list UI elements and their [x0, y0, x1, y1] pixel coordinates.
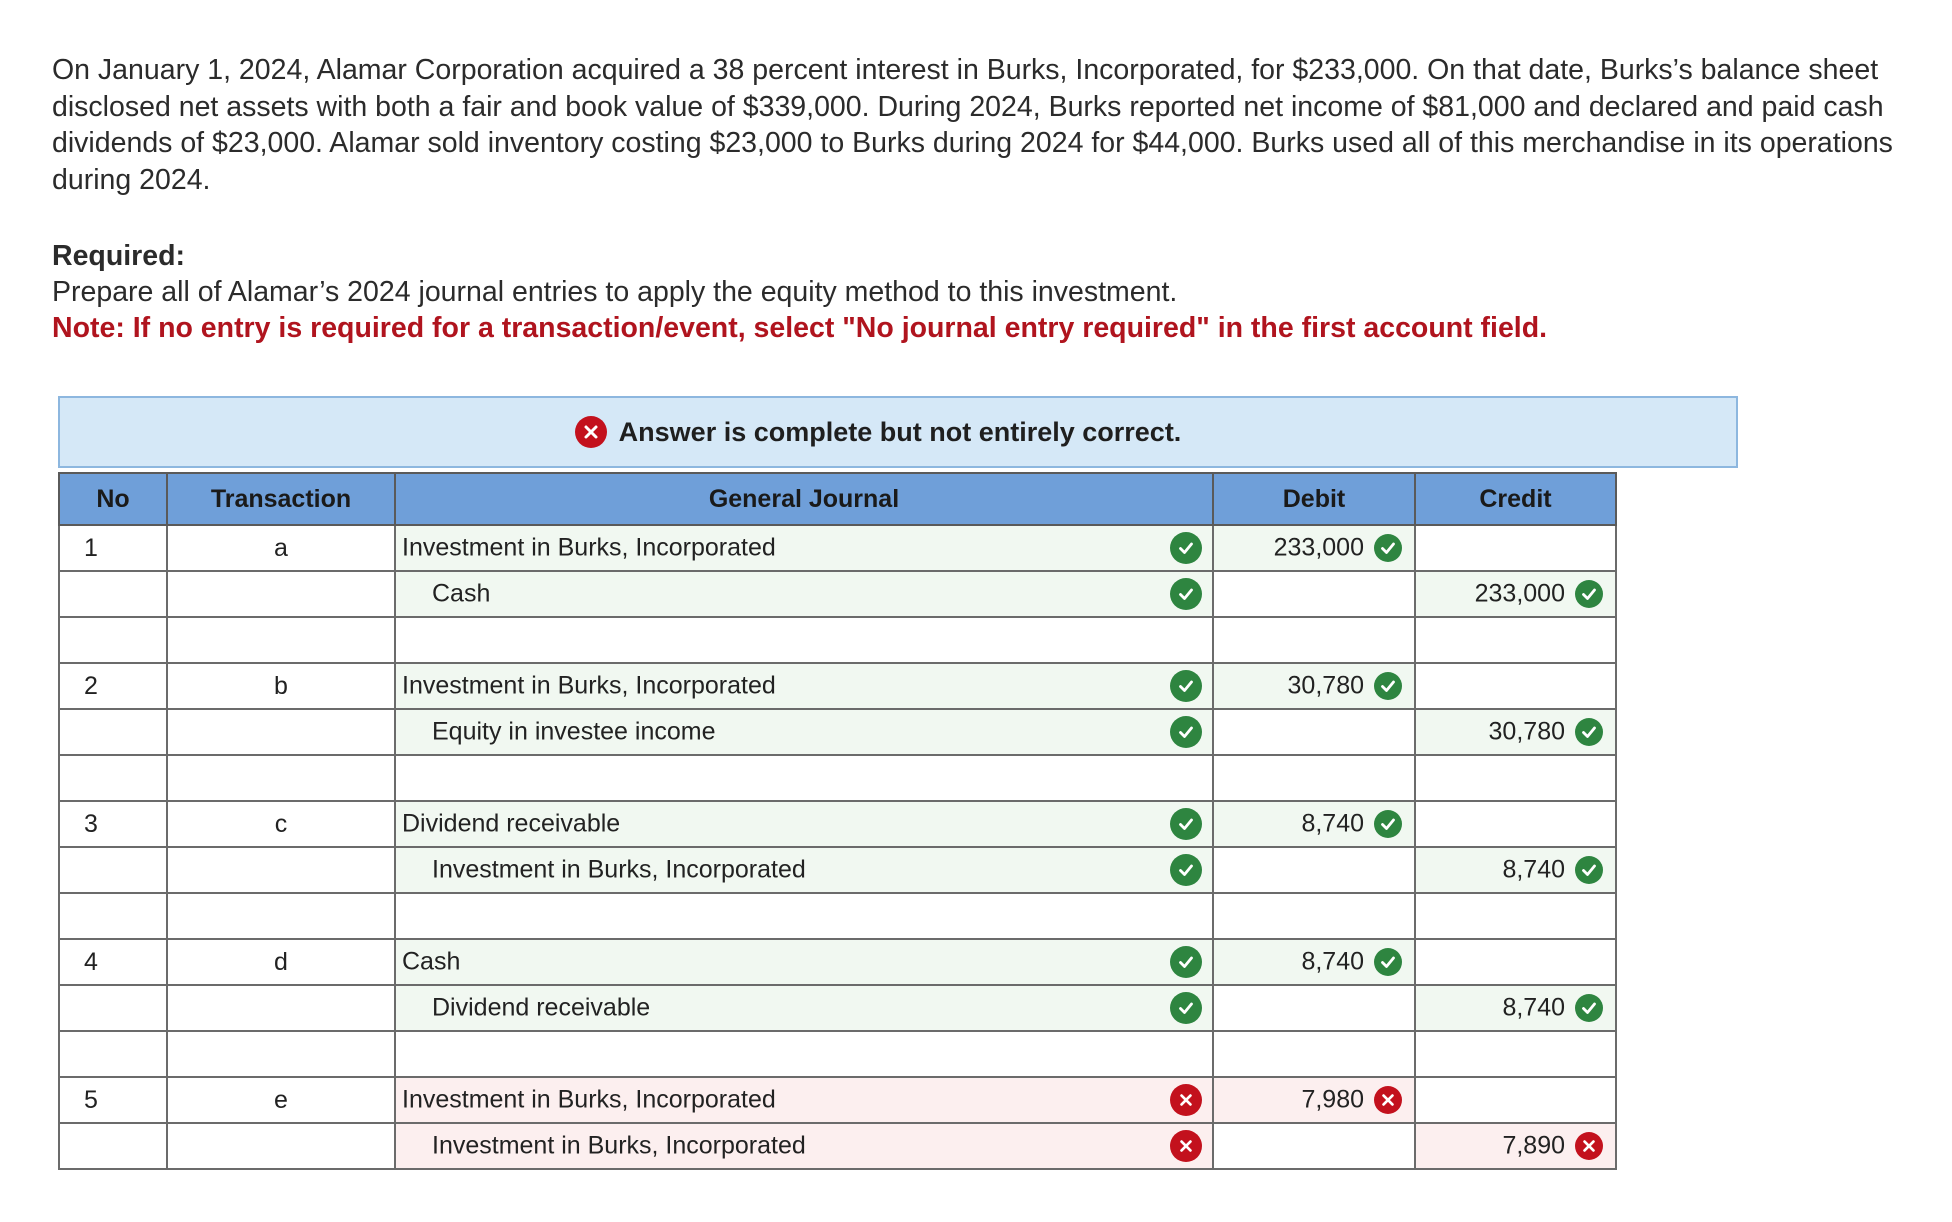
x-icon	[1374, 1086, 1402, 1114]
credit-account-field[interactable]	[395, 1123, 1213, 1169]
debit-amount-empty[interactable]	[1213, 985, 1415, 1031]
journal-blank-row	[59, 1031, 1616, 1077]
credit-account-label: Equity in investee income	[432, 717, 716, 746]
blank-debit-field[interactable]	[1213, 617, 1415, 663]
blank-credit-field[interactable]	[1415, 755, 1616, 801]
entry-number-empty	[59, 985, 167, 1031]
check-icon	[1170, 992, 1202, 1024]
check-icon	[1575, 856, 1603, 884]
journal-credit-row	[59, 1123, 1616, 1169]
credit-amount-field[interactable]	[1415, 709, 1616, 755]
journal-blank-row	[59, 617, 1616, 663]
credit-amount-field[interactable]	[1415, 847, 1616, 893]
check-icon	[1575, 994, 1603, 1022]
x-icon	[575, 416, 607, 448]
check-icon	[1374, 948, 1402, 976]
entry-number: 5	[59, 1077, 167, 1123]
credit-account-field[interactable]	[395, 985, 1213, 1031]
required-note: Note: If no entry is required for a transaction/event, select "No journal entry required" in the first account field.	[52, 312, 1548, 344]
blank-debit-field[interactable]	[1213, 755, 1415, 801]
debit-amount-field[interactable]	[1213, 663, 1415, 709]
transaction-letter: c	[167, 801, 395, 847]
credit-account-label: Investment in Burks, Incorporated	[432, 855, 806, 884]
header-debit: Debit	[1213, 473, 1415, 525]
x-icon	[1170, 1130, 1202, 1162]
transaction-empty	[167, 709, 395, 755]
debit-account-label: Investment in Burks, Incorporated	[402, 1085, 776, 1114]
check-icon	[1170, 946, 1202, 978]
journal-credit-row	[59, 571, 1616, 617]
journal-header-row	[59, 473, 1616, 525]
header-credit: Credit	[1415, 473, 1616, 525]
transaction-empty	[167, 571, 395, 617]
journal-blank-row	[59, 893, 1616, 939]
credit-account-field[interactable]	[395, 571, 1213, 617]
debit-amount: 8,740	[1301, 947, 1364, 976]
entry-number-empty	[59, 571, 167, 617]
result-banner-text: Answer is complete but not entirely correct.	[618, 416, 1182, 447]
blank-account-field[interactable]	[395, 1031, 1213, 1077]
debit-account-field[interactable]	[395, 939, 1213, 985]
entry-number-empty	[59, 847, 167, 893]
debit-amount-empty[interactable]	[1213, 847, 1415, 893]
debit-account-label: Dividend receivable	[402, 809, 621, 838]
required-instructions: Prepare all of Alamar’s 2024 journal entries to apply the equity method to this investment.	[52, 276, 1178, 308]
credit-amount: 7,890	[1502, 1131, 1565, 1160]
credit-amount-empty[interactable]	[1415, 525, 1616, 571]
x-icon	[1575, 1132, 1603, 1160]
debit-amount: 8,740	[1301, 809, 1364, 838]
blank-cell	[167, 617, 395, 663]
required-heading: Required:	[52, 240, 186, 272]
debit-account-field[interactable]	[395, 801, 1213, 847]
blank-debit-field[interactable]	[1213, 893, 1415, 939]
debit-amount-empty[interactable]	[1213, 571, 1415, 617]
entry-number: 3	[59, 801, 167, 847]
check-icon	[1575, 718, 1603, 746]
debit-amount-field[interactable]	[1213, 525, 1415, 571]
debit-account-label: Cash	[402, 947, 461, 976]
header-no: No	[59, 473, 167, 525]
blank-credit-field[interactable]	[1415, 617, 1616, 663]
check-icon	[1374, 534, 1402, 562]
transaction-empty	[167, 847, 395, 893]
credit-amount-empty[interactable]	[1415, 939, 1616, 985]
check-icon	[1170, 670, 1202, 702]
blank-account-field[interactable]	[395, 617, 1213, 663]
transaction-empty	[167, 1123, 395, 1169]
check-icon	[1170, 578, 1202, 610]
check-icon	[1170, 532, 1202, 564]
blank-debit-field[interactable]	[1213, 1031, 1415, 1077]
journal-credit-row	[59, 985, 1616, 1031]
debit-amount: 30,780	[1287, 671, 1364, 700]
credit-amount: 233,000	[1474, 579, 1565, 608]
journal-debit-row	[59, 939, 1616, 985]
journal-table	[58, 472, 1617, 1170]
blank-account-field[interactable]	[395, 755, 1213, 801]
credit-amount-empty[interactable]	[1415, 801, 1616, 847]
check-icon	[1170, 808, 1202, 840]
credit-account-field[interactable]	[395, 847, 1213, 893]
x-icon	[1170, 1084, 1202, 1116]
journal-credit-row	[59, 847, 1616, 893]
blank-cell	[59, 755, 167, 801]
debit-account-field[interactable]	[395, 525, 1213, 571]
blank-cell	[167, 893, 395, 939]
debit-account-label: Investment in Burks, Incorporated	[402, 671, 776, 700]
debit-account-field[interactable]	[395, 663, 1213, 709]
journal-debit-row	[59, 801, 1616, 847]
entry-number: 1	[59, 525, 167, 571]
credit-amount-field[interactable]	[1415, 1123, 1616, 1169]
credit-amount: 30,780	[1488, 717, 1565, 746]
blank-cell	[59, 1031, 167, 1077]
transaction-empty	[167, 985, 395, 1031]
check-icon	[1170, 854, 1202, 886]
entry-number-empty	[59, 1123, 167, 1169]
blank-cell	[167, 755, 395, 801]
debit-amount: 233,000	[1273, 533, 1364, 562]
debit-amount-field[interactable]	[1213, 801, 1415, 847]
blank-cell	[167, 1031, 395, 1077]
credit-amount-empty[interactable]	[1415, 1077, 1616, 1123]
entry-number: 2	[59, 663, 167, 709]
credit-account-label: Cash	[432, 579, 491, 608]
journal-blank-row	[59, 755, 1616, 801]
credit-amount-field[interactable]	[1415, 571, 1616, 617]
debit-amount-empty[interactable]	[1213, 709, 1415, 755]
debit-amount: 7,980	[1301, 1085, 1364, 1114]
result-banner	[58, 396, 1738, 468]
blank-credit-field[interactable]	[1415, 893, 1616, 939]
debit-amount-field[interactable]	[1213, 1077, 1415, 1123]
check-icon	[1170, 716, 1202, 748]
transaction-letter: d	[167, 939, 395, 985]
debit-account-label: Investment in Burks, Incorporated	[402, 533, 776, 562]
credit-account-label: Dividend receivable	[432, 993, 651, 1022]
transaction-letter: e	[167, 1077, 395, 1123]
check-icon	[1374, 810, 1402, 838]
transaction-letter: b	[167, 663, 395, 709]
journal-credit-row	[59, 709, 1616, 755]
credit-amount-empty[interactable]	[1415, 663, 1616, 709]
header-transaction: Transaction	[167, 473, 395, 525]
credit-amount-field[interactable]	[1415, 985, 1616, 1031]
blank-account-field[interactable]	[395, 893, 1213, 939]
entry-number: 4	[59, 939, 167, 985]
blank-cell	[59, 617, 167, 663]
transaction-letter: a	[167, 525, 395, 571]
debit-account-field[interactable]	[395, 1077, 1213, 1123]
credit-amount: 8,740	[1502, 855, 1565, 884]
header-general-journal: General Journal	[395, 473, 1213, 525]
credit-account-field[interactable]	[395, 709, 1213, 755]
entry-number-empty	[59, 709, 167, 755]
journal-debit-row	[59, 525, 1616, 571]
debit-amount-field[interactable]	[1213, 939, 1415, 985]
blank-cell	[59, 893, 167, 939]
credit-account-label: Investment in Burks, Incorporated	[432, 1131, 806, 1160]
blank-credit-field[interactable]	[1415, 1031, 1616, 1077]
journal-debit-row	[59, 663, 1616, 709]
check-icon	[1374, 672, 1402, 700]
problem-statement: On January 1, 2024, Alamar Corporation acquired a 38 percent interest in Burks, Incorporated, for $233,000. On that date, Burks’s balance sheet disclosed net assets with both a fair and book value of $339,000. During 2024, Burks reported net income of $81,000 and declared and paid cash dividends of $23,000. Alamar sold inventory costing $23,000 to Burks during 2024 for $44,000. Burks used all of this merchandise in its operations during 2024.	[52, 54, 1893, 196]
debit-amount-empty[interactable]	[1213, 1123, 1415, 1169]
check-icon	[1575, 580, 1603, 608]
credit-amount: 8,740	[1502, 993, 1565, 1022]
journal-debit-row	[59, 1077, 1616, 1123]
